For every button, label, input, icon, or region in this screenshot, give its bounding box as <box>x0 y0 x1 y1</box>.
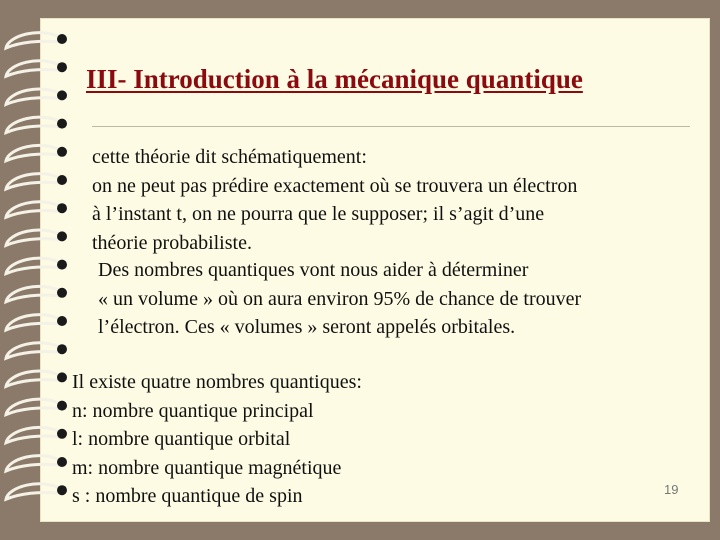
binding-hole <box>57 231 67 241</box>
text-line: Des nombres quantiques vont nous aider à déterminer <box>98 259 529 281</box>
paragraph-list <box>72 368 362 511</box>
binding-hole <box>57 147 67 157</box>
binding-ring <box>6 343 62 358</box>
list-item: l: nombre quantique orbital <box>72 428 291 450</box>
list-item: n: nombre quantique principal <box>72 399 314 422</box>
spiral-binding-icon <box>0 0 80 540</box>
binding-hole <box>57 485 67 495</box>
binding-ring <box>6 315 62 330</box>
text-line: à l’instant t, on ne pourra que le supposer; il s’agit d’une <box>92 203 545 225</box>
binding-hole <box>57 316 67 326</box>
binding-ring <box>6 371 62 386</box>
binding-ring <box>6 117 62 132</box>
binding-hole <box>57 203 67 213</box>
binding-ring <box>6 33 62 48</box>
binding-hole <box>57 260 67 270</box>
binding-hole <box>57 175 67 185</box>
binding-ring <box>6 61 62 76</box>
binding-hole <box>57 119 67 129</box>
binding-hole <box>57 401 67 411</box>
text-line: cette théorie dit schématiquement: <box>92 146 367 168</box>
binding-ring <box>6 202 62 217</box>
title-divider <box>92 126 690 127</box>
binding-ring <box>6 456 62 471</box>
list-item: Il existe quatre nombres quantiques: <box>72 371 362 393</box>
text-line: « un volume » où on aura environ 95% de chance de trouver <box>98 287 582 310</box>
binding-ring <box>6 89 62 104</box>
binding-hole <box>57 429 67 439</box>
binding-hole <box>57 372 67 382</box>
slide-title: III- Introduction à la mécanique quantique <box>86 64 583 94</box>
text-line: théorie probabiliste. <box>92 231 252 254</box>
binding-hole <box>57 457 67 467</box>
binding-ring <box>6 258 62 273</box>
list-item: m: nombre quantique magnétique <box>72 456 342 479</box>
text-line: on ne peut pas prédire exactement où se trouvera un électron <box>92 174 578 197</box>
binding-ring <box>6 399 62 414</box>
binding-ring <box>6 427 62 442</box>
binding-hole <box>57 344 67 354</box>
binding-hole <box>57 288 67 298</box>
binding-hole <box>57 90 67 100</box>
binding-ring <box>6 286 62 301</box>
list-item: s : nombre quantique de spin <box>72 485 303 507</box>
paragraph-theory <box>92 143 577 257</box>
binding-ring <box>6 145 62 160</box>
binding-hole <box>57 34 67 44</box>
page-number: 19 <box>664 482 679 497</box>
binding-ring <box>6 484 62 499</box>
paragraph-quantum-numbers <box>98 256 581 342</box>
text-line: l’électron. Ces « volumes » seront appelés orbitales. <box>98 316 516 338</box>
binding-ring <box>6 230 62 245</box>
binding-ring <box>6 174 62 189</box>
binding-hole <box>57 62 67 72</box>
